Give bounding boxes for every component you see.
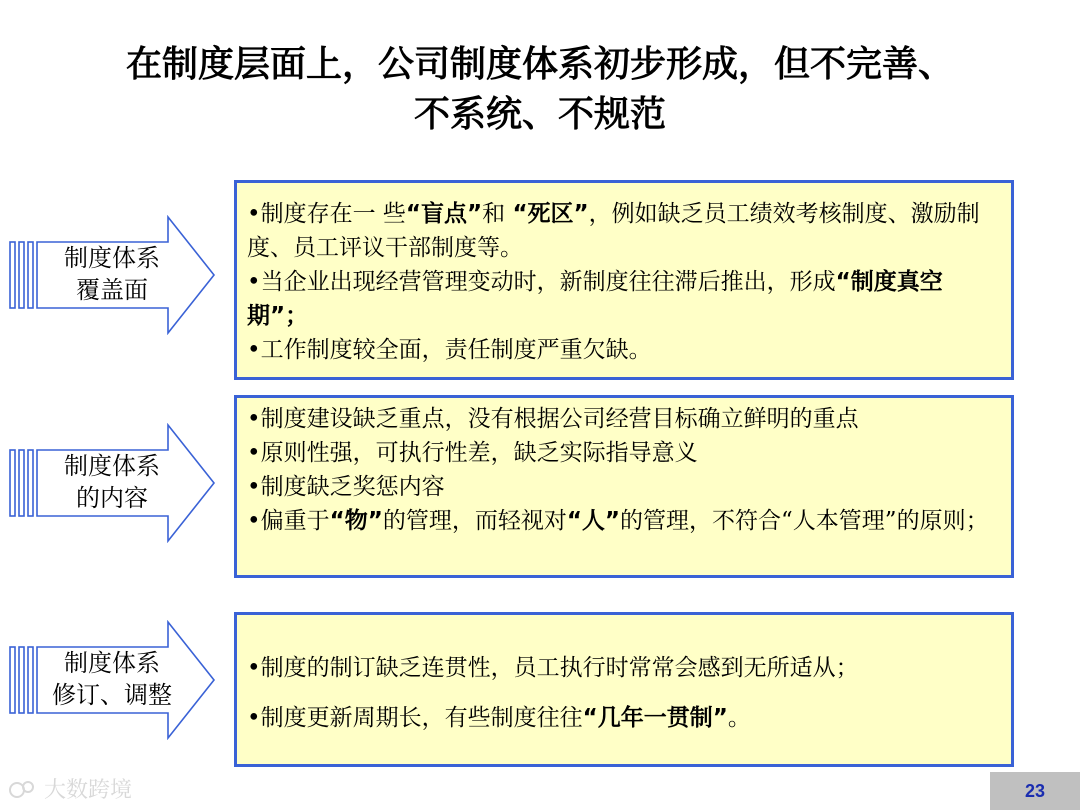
section-label: 制度体系 覆盖面	[64, 244, 160, 304]
bullet-emphasis: “制度真空期”；	[247, 269, 943, 329]
bullet-emphasis: “物”	[329, 508, 383, 534]
section-content	[0, 395, 1080, 578]
slide-title-line2: 不系统、不规范	[413, 94, 666, 135]
page-number: 23	[990, 772, 1080, 810]
bullet-item	[247, 701, 1001, 735]
bullet-item	[247, 402, 1001, 436]
bullet-item	[247, 197, 1001, 265]
bullet-text: ，例如缺乏员工绩效考核制度、激励制度、员工评议干部制度等。	[247, 201, 980, 261]
bullet-item	[247, 265, 1001, 333]
bullet-emphasis: “盲点”	[405, 201, 483, 227]
bullet-text: •制度建设缺乏重点，没有根据公司经营目标确立鲜明的重点	[247, 406, 859, 432]
bullet-text: •偏重于	[247, 508, 330, 534]
bullet-text: 的管理，不符合“人本管理”的原则；	[620, 508, 989, 534]
bullet-item	[247, 504, 1001, 538]
slide-title-line1: 在制度层面上，公司制度体系初步形成，但不完善、	[125, 44, 954, 85]
bullet-text: •制度存在一 些	[247, 201, 406, 227]
bullet-text: •原则性强，可执行性差，缺乏实际指导意义	[247, 440, 698, 466]
slide-title	[0, 40, 1080, 140]
watermark	[8, 773, 132, 804]
bullet-text: 的管理，而轻视对	[382, 508, 567, 534]
section-label: 制度体系 的内容	[64, 452, 160, 512]
bullet-item	[247, 651, 1001, 685]
section-label: 制度体系 修订、调整	[52, 649, 172, 709]
bullet-item	[247, 436, 1001, 470]
bullet-emphasis: “死区”	[512, 201, 589, 227]
bullet-item	[247, 470, 1001, 504]
bullet-text: 和	[482, 201, 513, 227]
logo-icon	[8, 778, 38, 800]
bullet-text: •当企业出现经营管理变动时，新制度往往滞后推出，形成	[247, 269, 836, 295]
bullet-text: •制度更新周期长，有些制度往往	[247, 705, 583, 731]
content-box	[234, 395, 1014, 578]
bullet-text: 。	[727, 705, 751, 731]
content-box	[234, 180, 1014, 380]
bullet-text: •制度缺乏奖惩内容	[247, 474, 445, 500]
content-box	[234, 612, 1014, 767]
section-revision	[0, 612, 1080, 767]
bullet-item	[247, 333, 1001, 367]
bullet-text: •制度的制订缺乏连贯性，员工执行时常常会感到无所适从；	[247, 655, 859, 681]
bullet-text: •工作制度较全面，责任制度严重欠缺。	[247, 337, 652, 363]
section-coverage	[0, 180, 1080, 380]
bullet-emphasis: “人”	[566, 508, 621, 534]
bullet-emphasis: “几年一贯制”	[582, 705, 728, 731]
watermark-text: 大数跨境	[44, 778, 133, 803]
